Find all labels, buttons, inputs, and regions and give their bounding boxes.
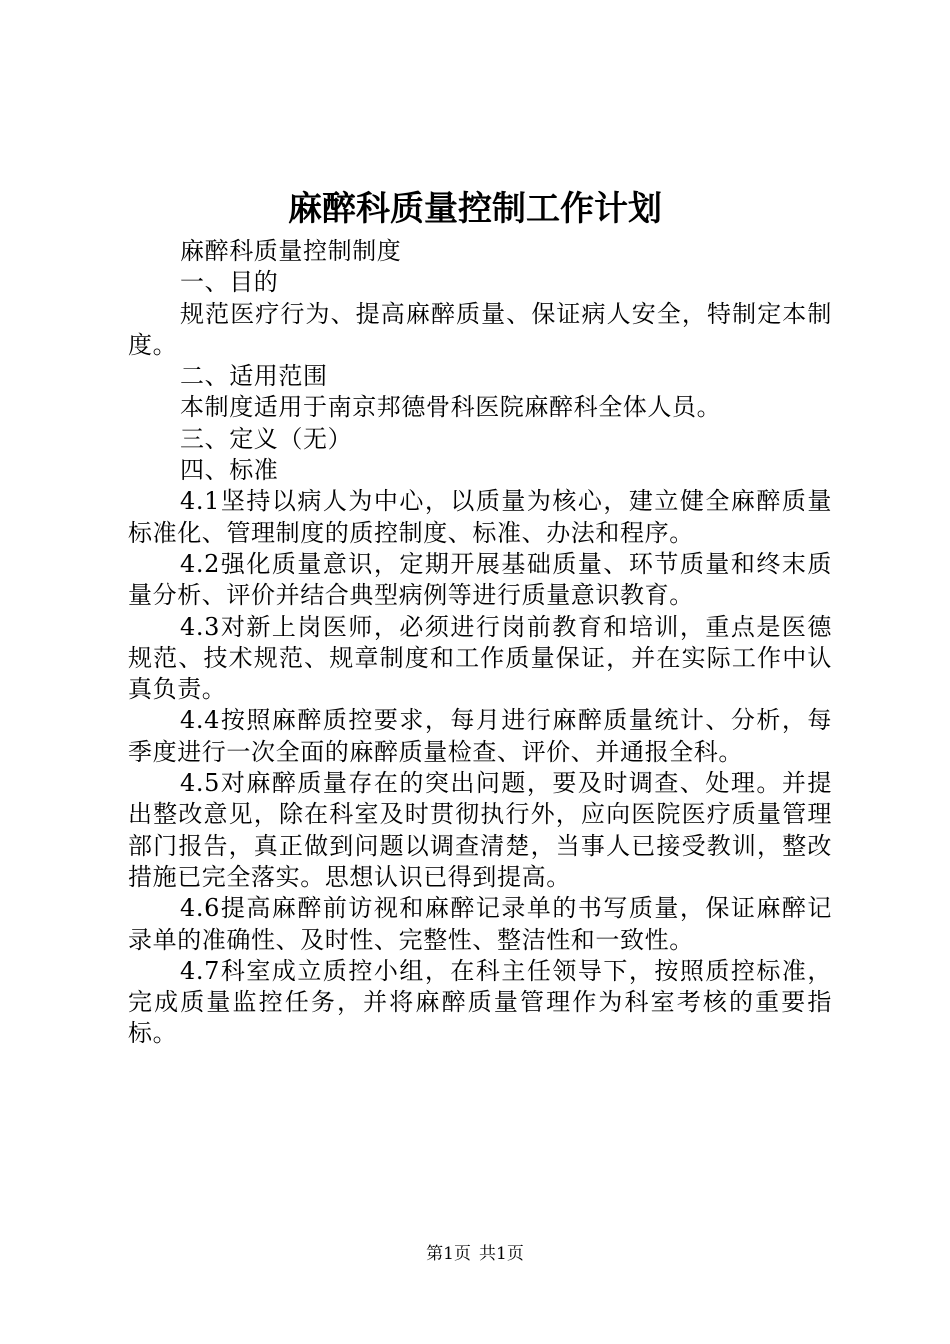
paragraph-purpose: 规范医疗行为、提高麻醉质量、保证病人安全，特制定本制度。: [128, 299, 832, 359]
paragraph-standard-4-7: 4.7科室成立质控小组，在科主任领导下，按照质控标准，完成质量监控任务，并将麻醉质量管理作为科室考核的重要指标。: [128, 956, 832, 1048]
paragraph-standard-4-4: 4.4按照麻醉质控要求，每月进行麻醉质量统计、分析，每季度进行一次全面的麻醉质量检查、评价、并通报全科。: [128, 706, 832, 766]
section-definition-heading: 三、定义（无）: [180, 424, 353, 453]
page-footer: [0, 1243, 950, 1265]
paragraph-standard-4-1: 4.1坚持以病人为中心，以质量为核心，建立健全麻醉质量标准化、管理制度的质控制度、标准、办法和程序。: [128, 487, 832, 547]
paragraph-scope: 本制度适用于南京邦德骨科医院麻醉科全体人员。: [180, 393, 722, 422]
section-purpose-heading: 一、目的: [180, 268, 279, 297]
document-body: [128, 236, 832, 1050]
paragraph-heading: 麻醉科质量控制制度: [180, 237, 402, 265]
paragraph-standard-4-5: 4.5对麻醉质量存在的突出问题，要及时调查、处理。并提出整改意见，除在科室及时贯彻执行外，应向医院医疗质量管理部门报告，真正做到问题以调查清楚，当事人已接受教训，整改措施已完全落实。思想认识已得到提高。: [128, 769, 832, 891]
page-count: 共1页: [479, 1244, 524, 1264]
paragraph-standard-4-3: 4.3对新上岗医师，必须进行岗前教育和培训，重点是医德规范、技术规范、规章制度和工作质量保证，并在实际工作中认真负责。: [128, 612, 832, 704]
section-scope-heading: 二、适用范围: [180, 362, 328, 391]
page-number: 第1页: [426, 1244, 471, 1264]
paragraph-standard-4-2: 4.2强化质量意识，定期开展基础质量、环节质量和终末质量分析、评价并结合典型病例等进行质量意识教育。: [128, 549, 832, 610]
section-standards-heading: 四、标准: [180, 456, 279, 485]
document-title: 麻醉科质量控制工作计划: [288, 189, 662, 229]
paragraph-standard-4-6: 4.6提高麻醉前访视和麻醉记录单的书写质量，保证麻醉记录单的准确性、及时性、完整性、整洁性和一致性。: [128, 894, 832, 954]
